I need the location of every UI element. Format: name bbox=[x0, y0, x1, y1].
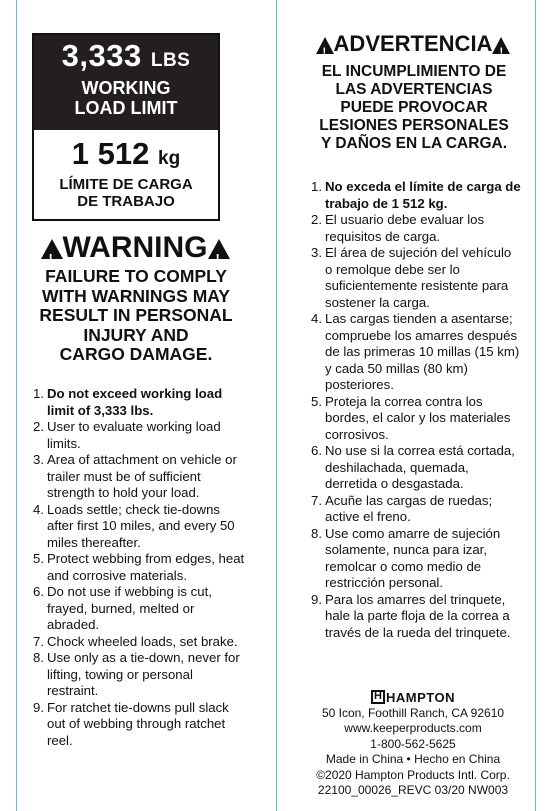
warning-sub-line: INJURY AND bbox=[83, 324, 189, 345]
warning-triangle-icon bbox=[41, 239, 63, 259]
wll-kg-panel bbox=[34, 131, 218, 210]
warning-item-text: Para los amarres del trinquete, hale la parte floja de la correa a través de la rueda del trinquete. bbox=[325, 591, 511, 640]
warning-triangle-icon bbox=[492, 37, 510, 54]
warning-item bbox=[311, 592, 521, 642]
wll-kg-label-2: DE TRABAJO bbox=[77, 193, 175, 210]
wll-kg-number: 1 512 bbox=[71, 136, 150, 171]
wll-kg-value bbox=[34, 131, 218, 176]
warning-item-number: 6. bbox=[311, 443, 322, 458]
brand-name: HAMPTON bbox=[386, 690, 455, 705]
warning-item bbox=[33, 650, 245, 700]
warning-item-number: 3. bbox=[311, 245, 322, 260]
country-of-origin: Made in China • Hecho en China bbox=[325, 752, 501, 766]
warning-sub-line: RESULT IN PERSONAL bbox=[39, 305, 233, 325]
warning-item-number: 1. bbox=[311, 179, 322, 194]
advertencia-sub-line: PUEDE PROVOCAR bbox=[340, 99, 488, 116]
spanish-warning-list bbox=[311, 179, 521, 641]
warning-item-text: El área de sujeción del vehículo o remolque debe ser lo suficientemente resistente para sostener la carga. bbox=[325, 245, 512, 310]
warning-item bbox=[311, 311, 521, 394]
advertencia-heading bbox=[305, 31, 521, 57]
warning-item-number: 8. bbox=[311, 525, 322, 541]
warning-item bbox=[311, 443, 521, 493]
warning-item-number: 1. bbox=[33, 386, 44, 401]
warning-subtitle bbox=[22, 267, 250, 365]
company-footer bbox=[297, 690, 529, 799]
english-warning-list bbox=[33, 386, 245, 749]
hampton-logo-icon bbox=[371, 690, 385, 704]
warning-item-number: 2. bbox=[311, 212, 322, 227]
wll-lbs-number: 3,333 bbox=[61, 38, 142, 73]
warning-item-text: No use si la correa está cortada, deshilachada, quemada, derretida o desgastada. bbox=[325, 443, 515, 491]
warning-sub-line: FAILURE TO COMPLY bbox=[45, 266, 227, 286]
warning-item-text: Chock wheeled loads, set brake. bbox=[47, 633, 238, 649]
warning-item-number: 4. bbox=[311, 311, 322, 326]
warning-item bbox=[311, 212, 521, 245]
company-phone: 1-800-562-5625 bbox=[370, 736, 456, 751]
warning-item bbox=[33, 700, 245, 750]
wll-lbs-unit: LBS bbox=[150, 50, 191, 71]
warning-item-text: Loads settle; check tie-downs after first 10 miles, and every 50 miles thereafter. bbox=[47, 501, 235, 550]
wll-lbs-value bbox=[34, 35, 218, 78]
warning-item-text: User to evaluate working load limits. bbox=[47, 419, 221, 451]
warning-item bbox=[33, 502, 245, 552]
trim-line-right bbox=[535, 0, 536, 811]
advertencia-sub-line: LAS ADVERTENCIAS bbox=[335, 81, 493, 98]
trim-line-fold bbox=[276, 0, 277, 811]
working-load-limit-box bbox=[32, 33, 220, 221]
company-website: www.keeperproducts.com bbox=[344, 721, 482, 735]
warning-item bbox=[33, 634, 245, 651]
warning-item bbox=[311, 526, 521, 592]
warning-item-number: 4. bbox=[33, 501, 44, 517]
warning-item-number: 9. bbox=[33, 699, 44, 715]
warning-item-text: Do not exceed working load limit of 3,333 lbs. bbox=[47, 386, 223, 418]
warning-heading bbox=[30, 231, 240, 265]
advertencia-sub-line: Y DAÑOS EN LA CARGA. bbox=[320, 135, 507, 152]
warning-item-number: 8. bbox=[33, 650, 44, 665]
warning-item-text: Do not use if webbing is cut, frayed, burned, melted or abraded. bbox=[47, 584, 212, 632]
warning-item bbox=[33, 452, 245, 502]
warning-triangle-icon bbox=[316, 37, 334, 54]
product-code: 22100_00026_REVC 03/20 NW003 bbox=[317, 783, 509, 797]
warning-item-text: El usuario debe evaluar los requisitos de carga. bbox=[325, 212, 485, 244]
warning-item-text: Las cargas tienden a asentarse; compruebe los amarres después de las primeras 10 millas (15 km) y cada 50 millas (80 km) posteriores. bbox=[325, 311, 520, 392]
warning-item bbox=[311, 245, 521, 311]
advertencia-subtitle bbox=[300, 63, 528, 153]
warning-item-text: Area of attachment on vehicle or trailer must be of sufficient strength to hold your load. bbox=[47, 452, 237, 500]
warning-item-number: 7. bbox=[33, 633, 44, 649]
warning-item bbox=[33, 419, 245, 452]
warning-item-text: Acuñe las cargas de ruedas; active el freno. bbox=[325, 492, 493, 524]
warning-item-text: Protect webbing from edges, heat and corrosive materials. bbox=[47, 551, 245, 583]
company-address: 50 Icon, Foothill Ranch, CA 92610 bbox=[321, 705, 505, 720]
advertencia-sub-line: LESIONES PERSONALES bbox=[319, 117, 509, 134]
warning-item-text: Use como amarre de sujeción solamente, nunca para izar, remolcar o como medio de restricción personal. bbox=[325, 525, 501, 590]
warning-item bbox=[311, 394, 521, 444]
warning-item-number: 3. bbox=[33, 452, 44, 467]
warning-item-text: For ratchet tie-downs pull slack out of webbing through ratchet reel. bbox=[47, 699, 229, 748]
trim-line-left bbox=[16, 0, 17, 811]
warning-item-number: 2. bbox=[33, 419, 44, 434]
wll-kg-unit: kg bbox=[158, 148, 181, 169]
warning-item bbox=[33, 584, 245, 634]
wll-lbs-label-1: WORKING bbox=[81, 78, 171, 98]
warning-item bbox=[33, 551, 245, 584]
warning-item-number: 9. bbox=[311, 591, 322, 607]
warning-item-number: 5. bbox=[311, 393, 322, 409]
warning-item-text: Use only as a tie-down, never for lifting, towing or personal restraint. bbox=[47, 650, 240, 698]
advertencia-sub-line: EL INCUMPLIMIENTO DE bbox=[321, 63, 507, 80]
warning-item bbox=[311, 179, 521, 212]
copyright: ©2020 Hampton Products Intl. Corp. bbox=[316, 767, 510, 782]
wll-lbs-panel bbox=[34, 35, 218, 130]
warning-item-number: 7. bbox=[311, 492, 322, 508]
warning-item bbox=[311, 493, 521, 526]
warning-sub-line: CARGO DAMAGE. bbox=[59, 344, 213, 364]
warning-title: WARNING bbox=[62, 231, 208, 264]
warning-item bbox=[33, 386, 245, 419]
warning-triangle-icon bbox=[208, 239, 230, 259]
brand-logo bbox=[297, 690, 529, 706]
warning-item-text: No exceda el límite de carga de trabajo de 1 512 kg. bbox=[325, 179, 521, 211]
warning-item-text: Proteja la correa contra los bordes, el calor y los materiales corrosivos. bbox=[325, 393, 511, 442]
warning-item-number: 5. bbox=[33, 551, 44, 566]
warning-item-number: 6. bbox=[33, 584, 44, 599]
wll-kg-label-1: LÍMITE DE CARGA bbox=[59, 176, 193, 193]
advertencia-title: ADVERTENCIA bbox=[333, 31, 493, 56]
wll-lbs-label-2: LOAD LIMIT bbox=[74, 98, 178, 118]
warning-sub-line: WITH WARNINGS MAY bbox=[42, 285, 230, 306]
